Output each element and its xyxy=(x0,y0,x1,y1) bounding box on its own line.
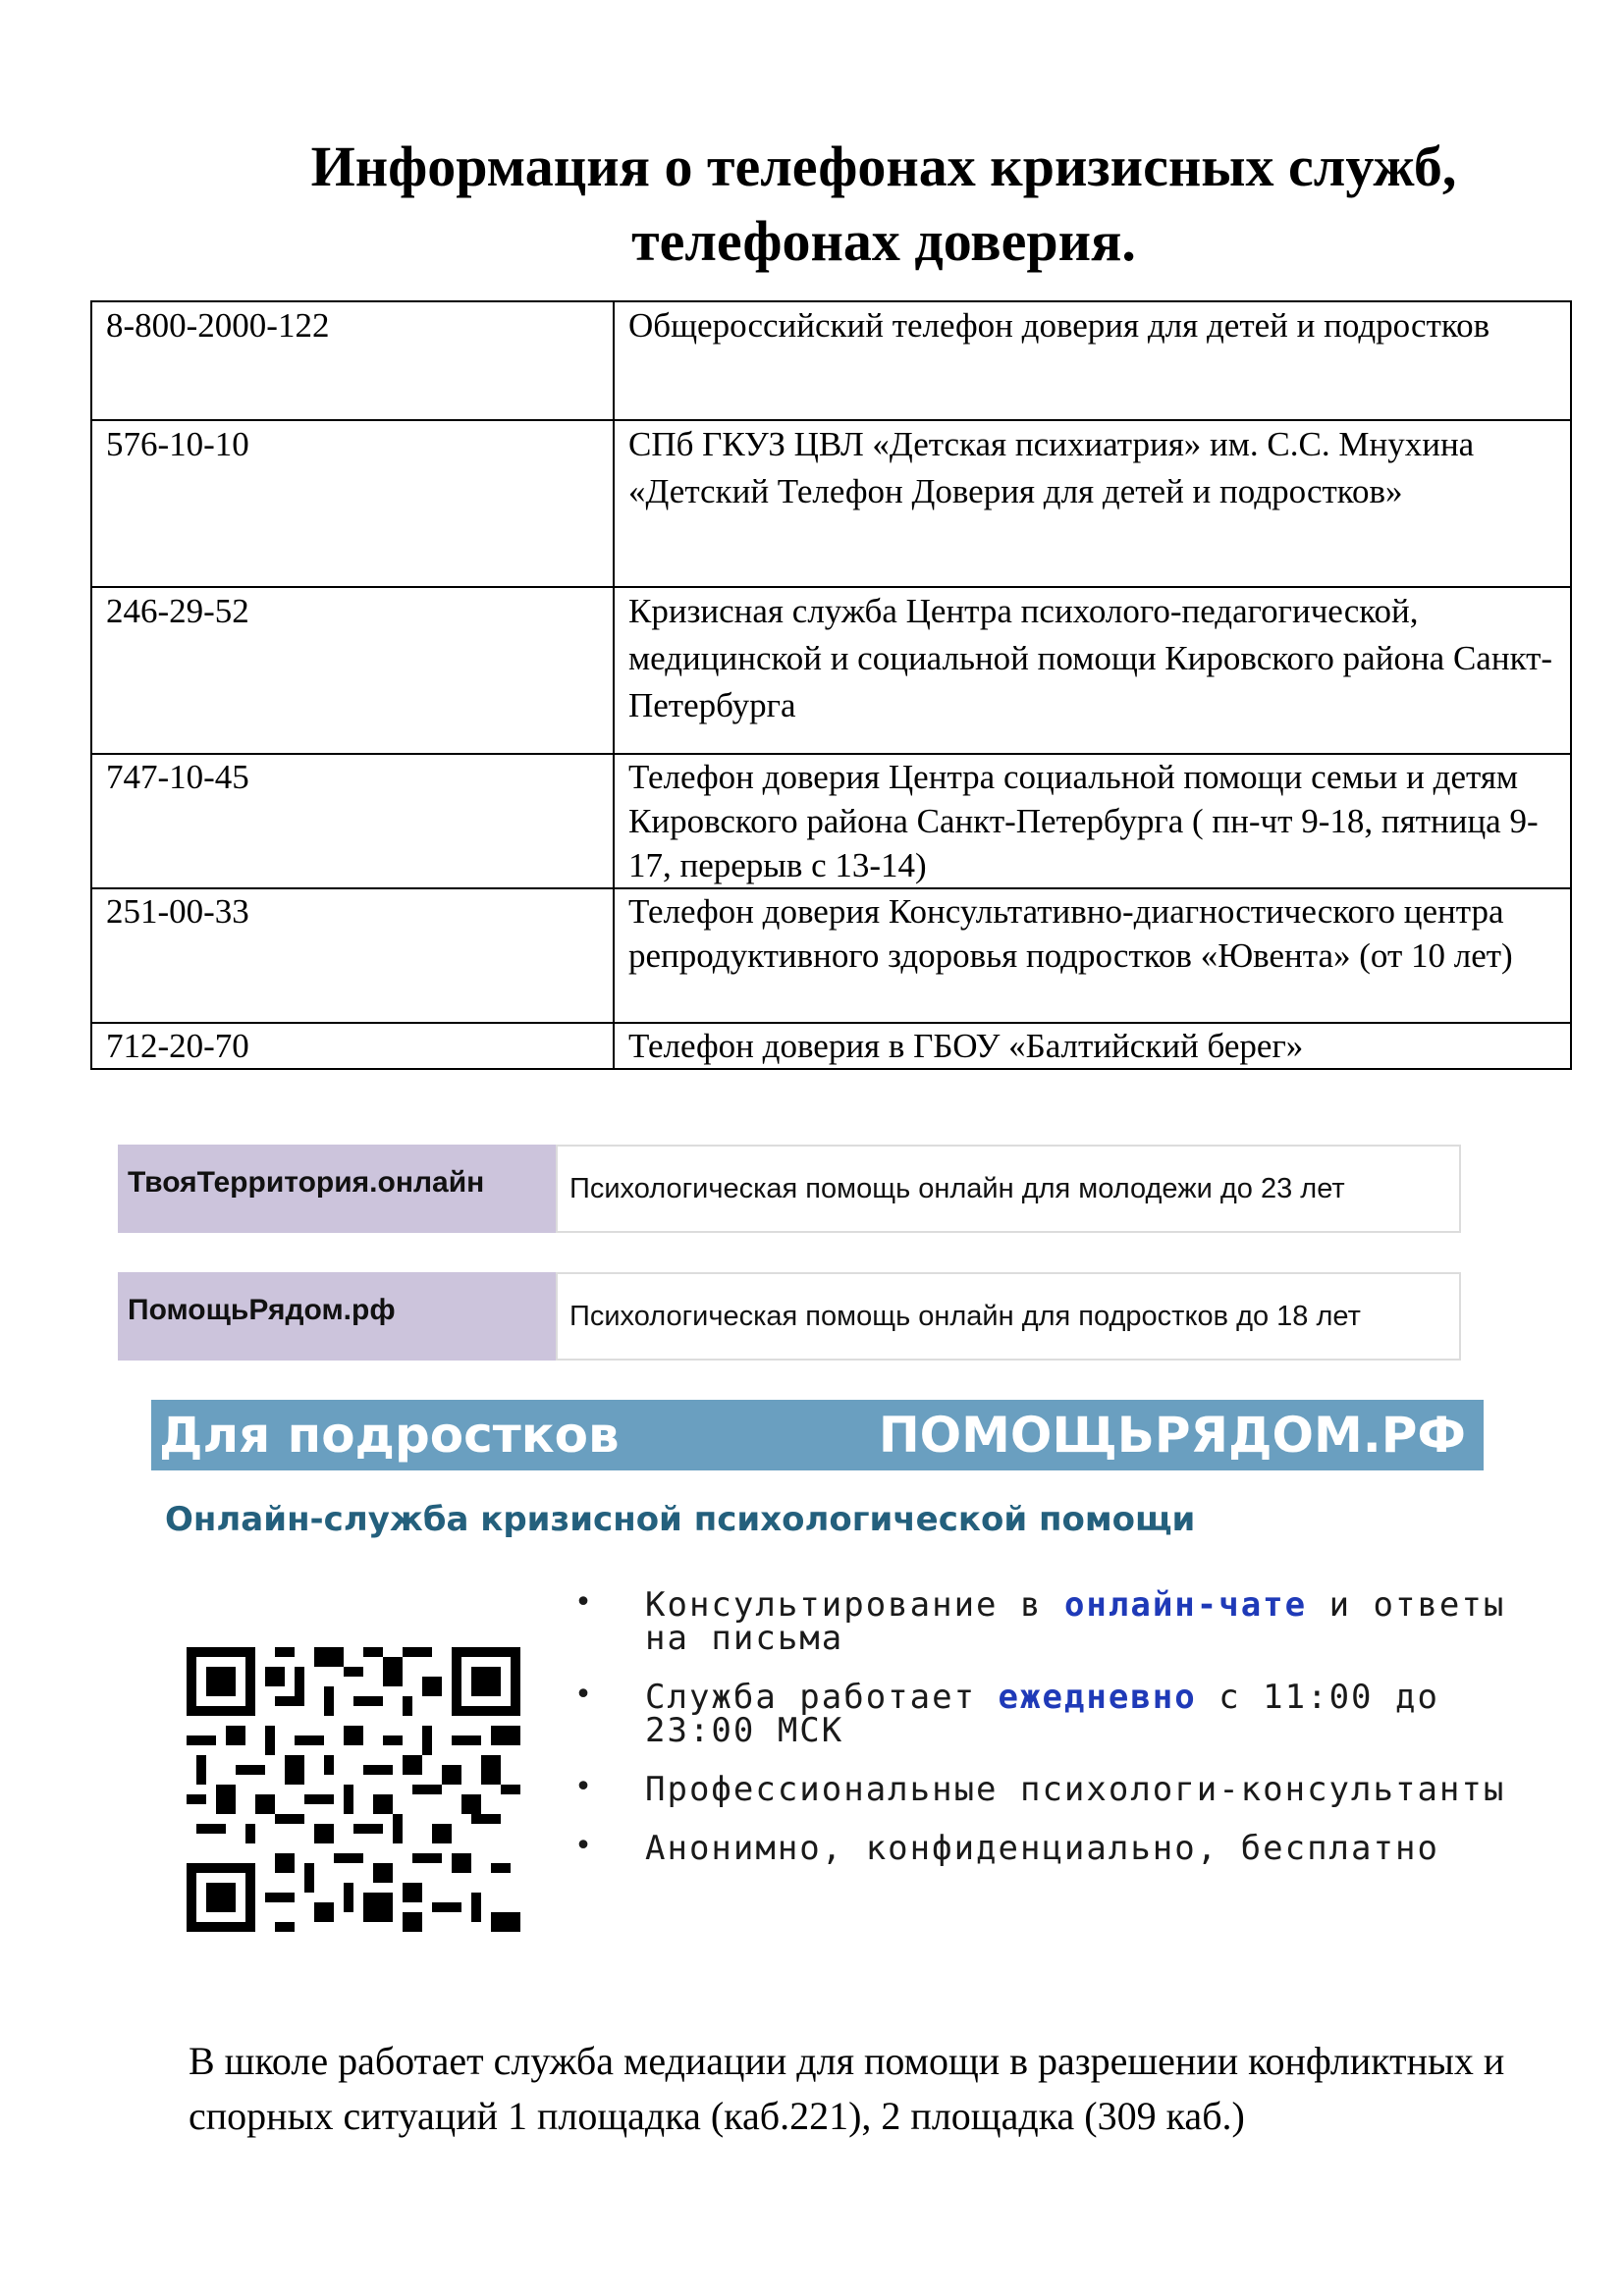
teen-help-banner xyxy=(151,1400,1484,1470)
phone-number: 747-10-45 xyxy=(91,754,614,888)
service-features-list xyxy=(574,1585,1517,1891)
table-row xyxy=(91,587,1571,754)
phone-number: 576-10-10 xyxy=(91,420,614,587)
page-title xyxy=(147,130,1620,279)
online-help-description: Психологическая помощь онлайн для подростков до 18 лет xyxy=(556,1272,1461,1361)
online-help-site: ПомощьРядом.рф xyxy=(118,1272,556,1361)
list-item xyxy=(574,1585,1517,1658)
page-title-line-2: телефонах доверия. xyxy=(631,209,1136,273)
phone-description: Телефон доверия в ГБОУ «Балтийский берег» xyxy=(614,1023,1571,1069)
online-help-description: Психологическая помощь онлайн для молодежи до 23 лет xyxy=(556,1145,1461,1233)
feature-highlight: онлайн-чате xyxy=(1063,1585,1308,1625)
feature-text: Профессиональные психологи-консультанты xyxy=(645,1770,1506,1809)
list-item xyxy=(574,1829,1517,1868)
service-subtitle: Онлайн-служба кризисной психологической помощи xyxy=(165,1500,1196,1539)
feature-highlight: ежедневно xyxy=(998,1678,1197,1717)
mediation-notice: В школе работает служба медиации для помощи в разрешении конфликтных и спорных ситуаций 1 площадка (каб.221), 2 площадка (309 каб.) xyxy=(189,2039,1505,2138)
table-row xyxy=(91,420,1571,587)
feature-text: Консультирование в xyxy=(645,1585,1064,1625)
qr-code-icon xyxy=(187,1647,520,1932)
bullet-icon: • xyxy=(574,1678,595,1712)
list-item xyxy=(574,1678,1517,1750)
feature-text: и ответы на письма xyxy=(645,1585,1506,1658)
phone-description: Телефон доверия Центра социальной помощи семьи и детям Кировского района Санкт-Петербурга ( пн-чт 9-18, пятница 9-17, перерыв с 13-14) xyxy=(614,754,1571,888)
online-help-row xyxy=(118,1272,1461,1361)
bullet-icon: • xyxy=(574,1585,595,1620)
phone-description: Общероссийский телефон доверия для детей и подростков xyxy=(614,301,1571,420)
table-row xyxy=(91,1023,1571,1069)
online-help-site: ТвояТерритория.онлайн xyxy=(118,1145,556,1233)
online-help-row xyxy=(118,1145,1461,1233)
page-title-line-1: Информация о телефонах кризисных служб, xyxy=(310,134,1457,198)
phone-table xyxy=(90,300,1572,1070)
phone-description: Кризисная служба Центра психолого-педагогической, медицинской и социальной помощи Кировского района Санкт-Петербурга xyxy=(614,587,1571,754)
feature-text: Анонимно, конфиденциально, бесплатно xyxy=(645,1829,1439,1868)
bullet-icon: • xyxy=(574,1770,595,1804)
banner-right-text: ПОМОЩЬРЯДОМ.РФ xyxy=(878,1407,1466,1464)
phone-number: 712-20-70 xyxy=(91,1023,614,1069)
table-row xyxy=(91,888,1571,1023)
table-row xyxy=(91,754,1571,888)
banner-left-text: Для подростков xyxy=(159,1407,620,1464)
phone-number: 246-29-52 xyxy=(91,587,614,754)
phone-description: СПб ГКУЗ ЦВЛ «Детская психиатрия» им. С.С. Мнухина «Детский Телефон Доверия для детей и подростков» xyxy=(614,420,1571,587)
feature-text: Служба работает xyxy=(645,1678,999,1717)
table-row xyxy=(91,301,1571,420)
phone-number: 251-00-33 xyxy=(91,888,614,1023)
phone-number: 8-800-2000-122 xyxy=(91,301,614,420)
phone-description: Телефон доверия Консультативно-диагностического центра репродуктивного здоровья подростков «Ювента» (от 10 лет) xyxy=(614,888,1571,1023)
feature-text: с 11:00 до 23:00 МСК xyxy=(645,1678,1439,1750)
bullet-icon: • xyxy=(574,1829,595,1863)
list-item xyxy=(574,1770,1517,1809)
